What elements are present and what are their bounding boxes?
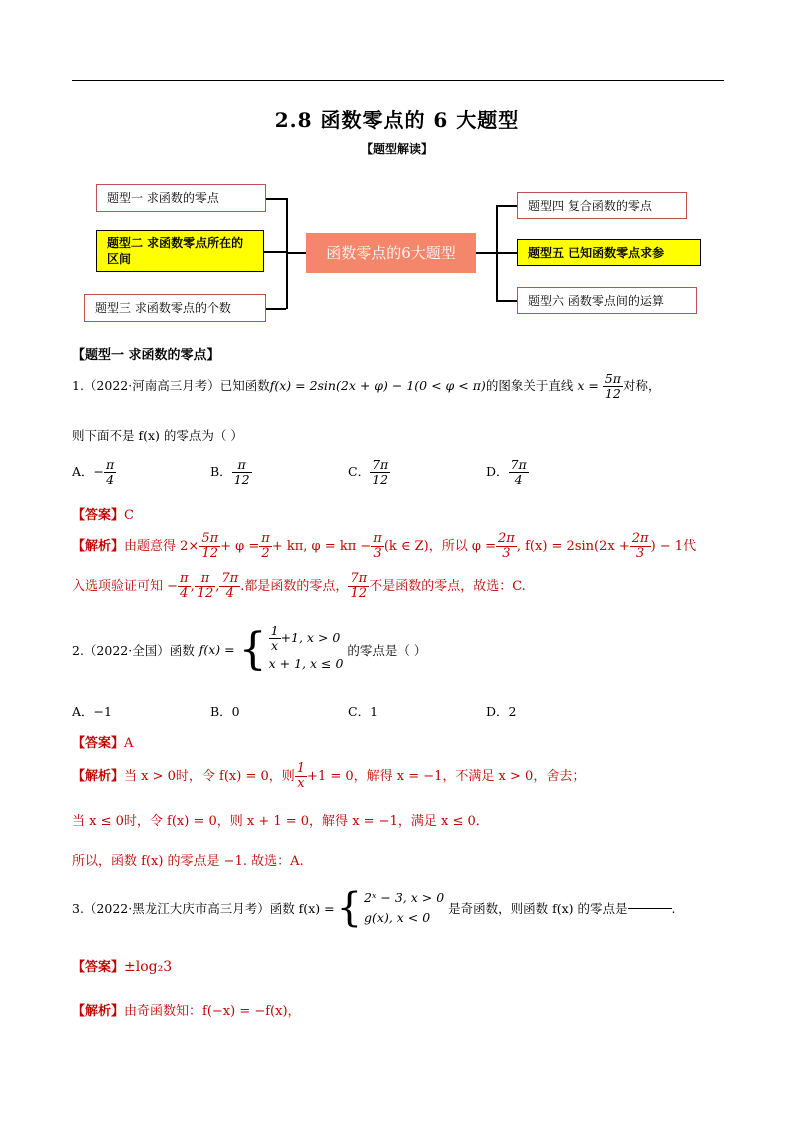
- q2-analysis-line3: 所以，函数 f(x) 的零点是 −1. 故选：A.: [72, 854, 304, 869]
- q3-suffix: 是奇函数，则函数 f(x) 的零点是: [448, 901, 628, 916]
- q1-line2: 则下面不是 f(x) 的零点为（ ）: [72, 428, 243, 443]
- brace: {: [336, 885, 363, 931]
- q2-analysis-line1: 【解析】当 x > 0时，令 f(x) = 0，则 $\frac{1}{x}$ +1 = 0，解得 x = −1，不满足 x > 0，舍去；: [72, 761, 586, 791]
- page-title: 2.8 函数零点的 6 大题型: [274, 108, 520, 132]
- q2-option-d: D．2: [486, 704, 517, 719]
- mindmap-node-3: 题型三 求函数零点的个数: [84, 294, 266, 322]
- mindmap-node-5: 题型五 已知函数零点求参: [517, 239, 701, 266]
- page-subtitle: 【题型解读】: [360, 142, 433, 156]
- mindmap-center: 函数零点的6大题型: [306, 233, 476, 273]
- header-rule: [72, 80, 724, 81]
- connector: [496, 300, 517, 302]
- mindmap-node-6: 题型六 函数零点间的运算: [517, 287, 697, 314]
- q2-answer: 【答案】A: [72, 736, 134, 751]
- section-title: 【题型一 求函数的零点】: [72, 348, 220, 363]
- brace: {: [238, 623, 267, 675]
- q1-func: f(x) = 2sin(2x + φ) − 1(0 < φ < π): [269, 378, 486, 393]
- connector: [286, 252, 306, 254]
- question-2: [72, 624, 426, 675]
- connector: [266, 198, 286, 200]
- q3-answer: 【答案】±log₂3: [72, 959, 173, 975]
- q3-prefix: 3.（2022·黑龙江大庆市高三月考）函数 f(x) =: [72, 901, 335, 916]
- q1-analysis-line2: 入选项验证可知 − $\frac{\pi}{4}$ , $\frac{\pi}{12}$ , $\frac{7\pi}{4}$ .都是函数的零点， $\frac{7\pi}{12}$ 不是函数的零点，故选：C.: [72, 571, 526, 601]
- q1-option-b: B． $\frac{\pi}{12}$: [210, 457, 250, 487]
- connector: [496, 252, 517, 254]
- q1-line-frac: $\frac{5\pi}{12}$: [604, 371, 621, 401]
- connector: [264, 251, 286, 253]
- connector: [476, 252, 496, 254]
- q1-answer: 【答案】C: [72, 508, 134, 523]
- q2-analysis-line2: 当 x ≤ 0时，令 f(x) = 0，则 x + 1 = 0，解得 x = −1，满足 x ≤ 0．: [72, 814, 489, 829]
- q1-option-c: C． $\frac{7\pi}{12}$: [348, 457, 389, 487]
- question-1: [72, 372, 732, 401]
- mindmap-node-2: 题型二 求函数零点所在的区间: [96, 230, 264, 272]
- q1-prefix: 1.（2022·河南高三月考）已知函数: [72, 378, 270, 393]
- q2-option-a: A．−1: [72, 704, 112, 719]
- answer-blank: [628, 908, 672, 909]
- q2-prefix: 2.（2022·全国）函数: [72, 642, 195, 658]
- q2-cases: $\frac{1}{x}$ +1, x > 0 x + 1, x ≤ 0: [268, 623, 344, 671]
- question-3: [72, 885, 676, 931]
- q3-end: .: [671, 900, 676, 916]
- q3-cases: 2ˣ − 3, x > 0 g(x), x < 0: [364, 890, 445, 925]
- q1-suffix: 对称，: [622, 378, 661, 393]
- mindmap-node-1: 题型一 求函数的零点: [96, 184, 266, 212]
- q1-mid: 的图象关于直线: [485, 378, 574, 393]
- connector: [286, 198, 288, 309]
- q2-option-b: B．0: [210, 704, 240, 719]
- q2-fx: f(x) =: [198, 642, 235, 657]
- mindmap-node-4: 题型四 复合函数的零点: [517, 192, 687, 219]
- q1-line-eq: x =: [577, 378, 599, 393]
- q1-option-a: A．− $\frac{\pi}{4}$: [72, 457, 115, 487]
- q1-analysis-line1: 【解析】由题意得 2× $\frac{5\pi}{12}$ + φ = $\frac{\pi}{2}$ + kπ, φ = kπ − $\frac{\pi}{3}$ (k ∈ Z)，所以 φ = $\frac{2\pi}{3}$ , f(x) = 2sin(2x + $\frac{2\pi}{3}$ ) − 1代: [72, 531, 697, 561]
- q2-option-c: C．1: [348, 704, 379, 719]
- q3-analysis: 【解析】由奇函数知：f(−x) = −f(x)，: [72, 1004, 301, 1019]
- q1-option-d: D． $\frac{7\pi}{4}$: [486, 457, 527, 487]
- q2-suffix: 的零点是（ ）: [347, 642, 427, 658]
- connector: [496, 205, 517, 207]
- connector: [266, 308, 286, 310]
